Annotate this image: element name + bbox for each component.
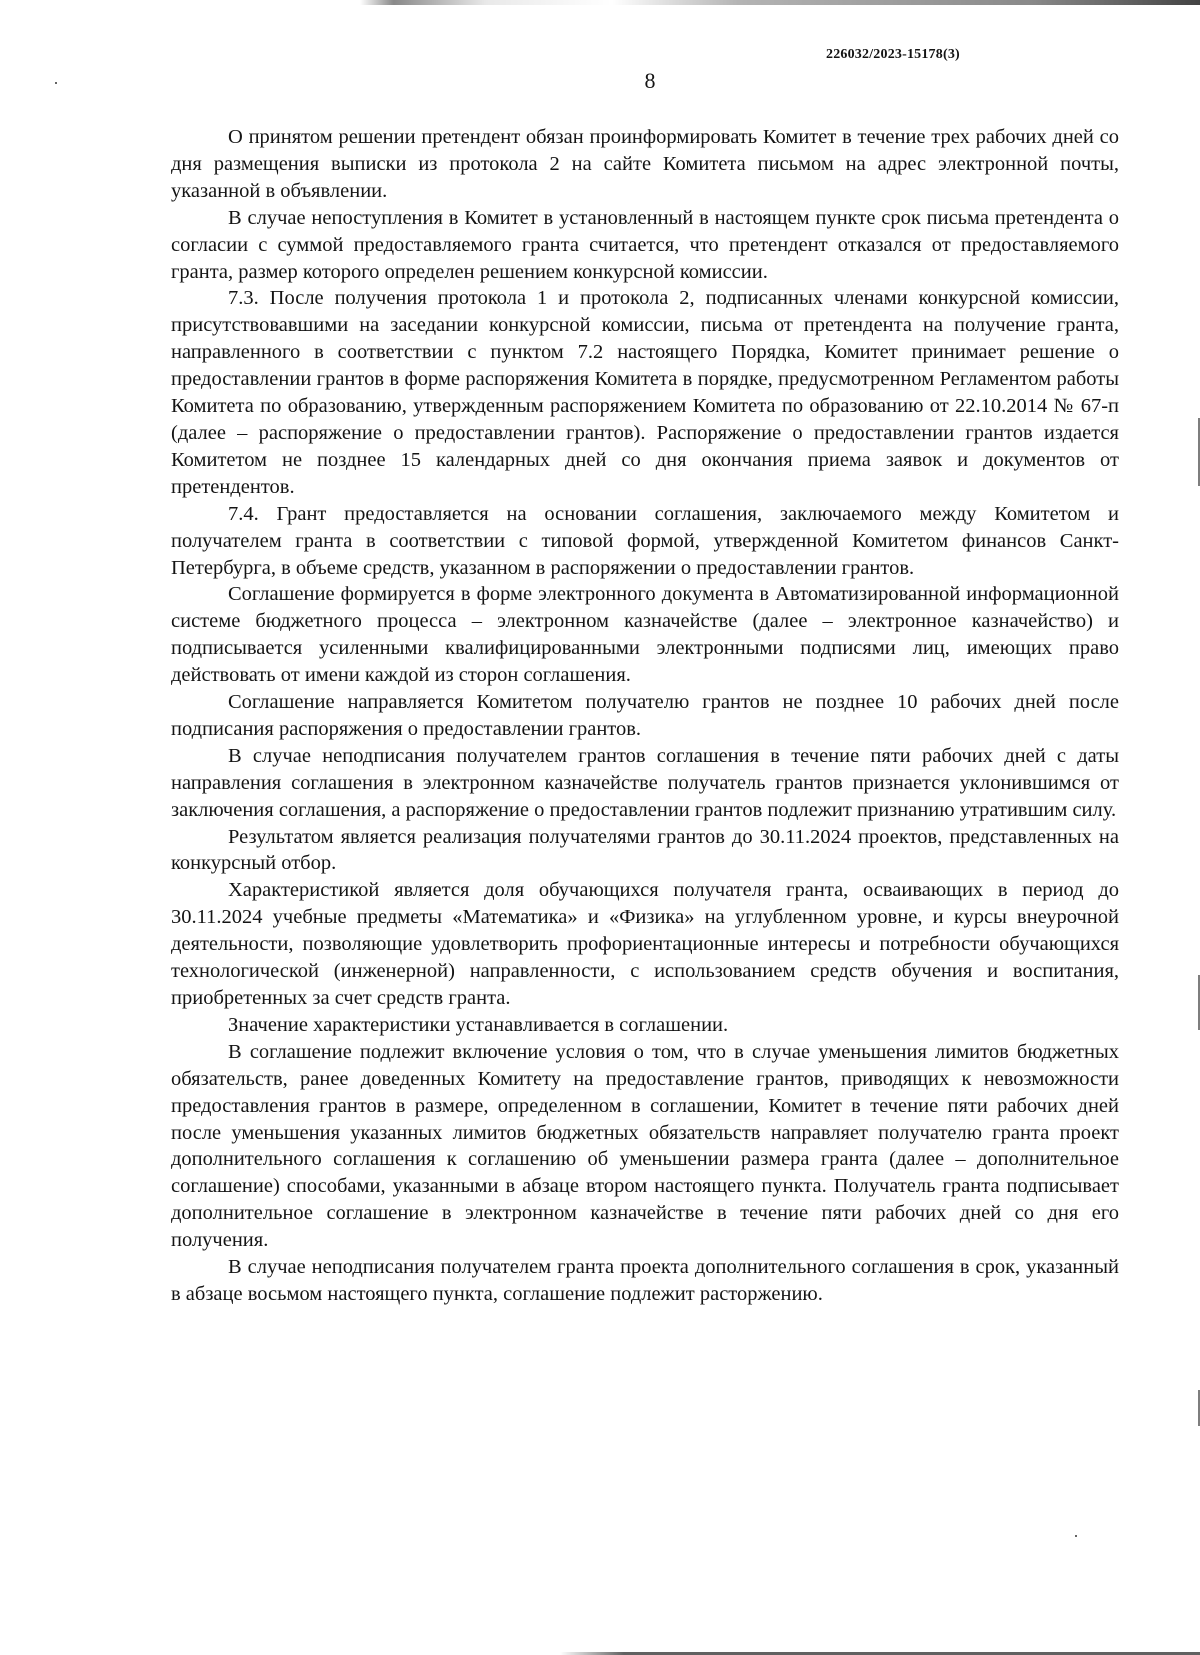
paragraph: Характеристикой является доля обучающихся получателя гранта, осваивающих в период до 30.11.2024 учебные предметы «Математика» и «Физика» на углубленном уровне, и курсы внеурочной деятельности, позволяющие удовлетворить профориентационные интересы и потребности обучающихся технологической (инженерной) направленности, с использованием средств обучения и воспитания, приобретенных за счет средств гранта. [171, 879, 1119, 1009]
paragraph: Результатом является реализация получателями грантов до 30.11.2024 проектов, представленных на конкурсный отбор. [171, 825, 1119, 875]
paragraph: В случае неподписания получателем грантов соглашения в течение пяти рабочих дней с даты направления соглашения в электронном казначействе получатель грантов признается уклонившимся от заключения соглашения, а распоряжение о предоставлении грантов подлежит признанию утратившим силу. [171, 744, 1119, 821]
document-registration-number: 226032/2023-15178(3) [826, 47, 960, 62]
paragraph: В случае неподписания получателем гранта проекта дополнительного соглашения в срок, указанный в абзаце восьмом настоящего пункта, соглашение подлежит расторжению. [171, 1256, 1119, 1305]
paragraph: 7.3. После получения протокола 1 и протокола 2, подписанных членами конкурсной комиссии, присутствовавшими на заседании конкурсной комиссии, письма от претендента на получение гранта, направленного в соответствии с пунктом 7.2 настоящего Порядка, Комитет принимает решение о предоставлении грантов в форме распоряжения Комитета в порядке, предусмотренном Регламентом работы Комитета по образованию, утвержденным распоряжением Комитета по образованию от 22.10.2014 № 67-п (далее – распоряжение о предоставлении грантов). Распоряжение о предоставлении грантов издается Комитетом не позднее 15 календарных дней со дня окончания приема заявок и документов от претендентов. [171, 287, 1119, 498]
scan-speck [1075, 1535, 1077, 1537]
paragraph: В соглашение подлежит включение условия о том, что в случае уменьшения лимитов бюджетных обязательств, ранее доведенных Комитету на предоставление грантов, приводящих к невозможности предоставления грантов в размере, определенном в соглашении, Комитет в течение пяти рабочих дней после уменьшения указанных лимитов бюджетных обязательств направляет получателю гранта проект дополнительного соглашения к соглашению об уменьшении размера гранта (далее – дополнительное соглашение) способами, указанными в абзаце втором настоящего пункта. Получатель гранта подписывает дополнительное соглашение в электронном казначействе в течение пяти рабочих дней со дня его получения. [171, 1040, 1119, 1252]
scan-edge-top [360, 0, 1200, 5]
paragraph: О принятом решении претендент обязан проинформировать Комитет в течение трех рабочих дней со дня размещения выписки из протокола 2 на сайте Комитета письмом на адрес электронной почты, указанной в объявлении. [171, 126, 1119, 202]
document-body [171, 124, 1119, 1308]
paragraph: Значение характеристики устанавливается в соглашении. [228, 1013, 729, 1036]
paragraph: Соглашение направляется Комитетом получателю грантов не позднее 10 рабочих дней после подписания распоряжения о предоставлении грантов. [171, 691, 1119, 740]
paragraph: 7.4. Грант предоставляется на основании соглашения, заключаемого между Комитетом и получателем гранта в соответствии с типовой формой, утвержденной Комитетом финансов Санкт-Петербурга, в объеме средств, указанном в распоряжении о предоставлении грантов. [171, 502, 1119, 579]
paragraph: В случае непоступления в Комитет в установленный в настоящем пункте срок письма претендента о согласии с суммой предоставляемого гранта считается, что претендент отказался от предоставляемого гранта, размер которого определен решением конкурсной комиссии. [171, 206, 1119, 283]
paragraph: Соглашение формируется в форме электронного документа в Автоматизированной информационной системе бюджетного процесса – электронном казначействе (далее – электронное казначейство) и подписывается усиленными квалифицированными электронными подписями лиц, имеющих право действовать от имени каждой из сторон соглашения. [171, 583, 1119, 687]
page-number: 8 [644, 68, 656, 93]
